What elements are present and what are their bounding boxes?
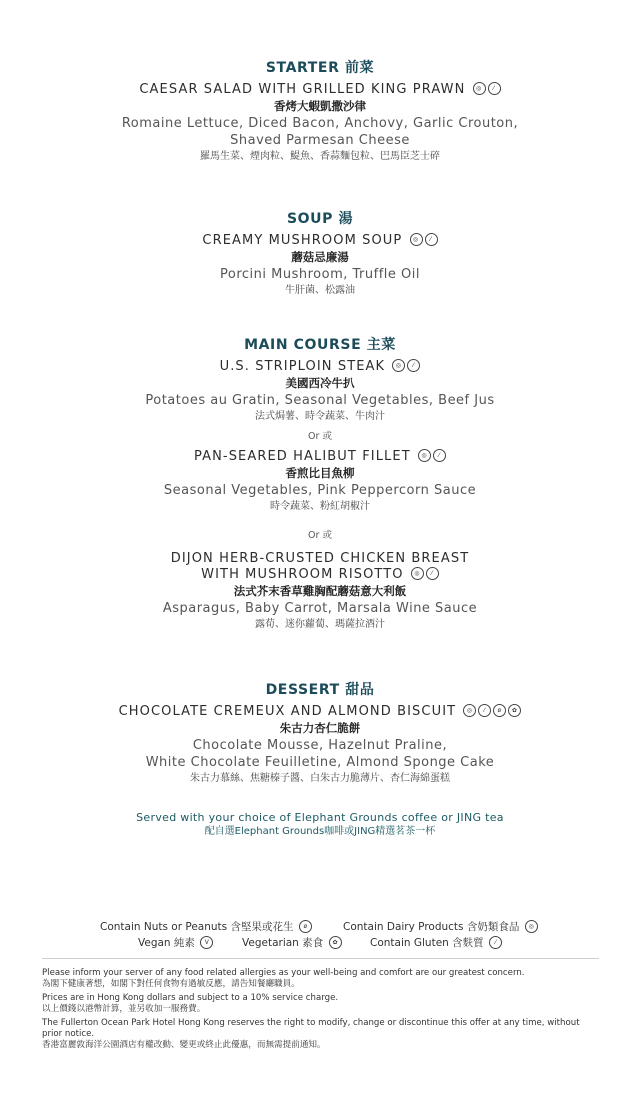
vegetarian-icon: ✿: [329, 936, 342, 949]
nuts-icon: ø: [299, 920, 312, 933]
dessert-desc-en-2: White Chocolate Feuilletine, Almond Sponge Cake: [145, 755, 495, 770]
dairy-icon: ◎: [473, 82, 486, 95]
served-with: [0, 810, 640, 839]
main-dish-2-zh: 香煎比目魚柳: [285, 466, 355, 480]
main-dish-2-en: PAN-SEARED HALIBUT FILLET: [193, 449, 411, 464]
gluten-icon: ⁄: [426, 567, 439, 580]
gluten-icon: ⁄: [433, 449, 446, 462]
or-separator-1: Or 或: [308, 431, 332, 442]
legend-vegetarian: [242, 935, 342, 950]
footnotes: [42, 968, 602, 1054]
allergy-note-zh: 為閣下健康著想，如閣下對任何食物有過敏反應，請告知餐廳職員。: [42, 979, 300, 989]
main-course-title: MAIN COURSE 主菜: [244, 337, 396, 353]
starter-section: [0, 58, 640, 164]
main-course-section: [0, 335, 640, 632]
dessert-dish-zh: 朱古力杏仁脆餅: [279, 721, 361, 735]
price-note: [42, 993, 602, 1015]
starter-desc-en-1: Romaine Lettuce, Diced Bacon, Anchovy, Garlic Crouton,: [121, 116, 519, 131]
main-dish-1-en: U.S. STRIPLOIN STEAK: [219, 359, 386, 374]
gluten-icon: ⁄: [407, 359, 420, 372]
legend-gluten: [370, 935, 502, 950]
starter-desc-en-2: Shaved Parmesan Cheese: [230, 133, 410, 148]
dessert-dish-en: CHOCOLATE CREMEUX AND ALMOND BISCUIT: [118, 704, 457, 719]
main-dish-1-name: [0, 359, 640, 375]
main-dish-3-en-2: WITH MUSHROOM RISOTTO: [201, 567, 404, 582]
main-dish-1-desc-en: Potatoes au Gratin, Seasonal Vegetables, Beef Jus: [145, 393, 495, 408]
dessert-desc-zh: 朱古力慕絲、焦糖榛子醬、白朱古力脆薄片、杏仁海綿蛋糕: [190, 773, 450, 784]
vegan-icon: V: [200, 936, 213, 949]
main-dish-3-desc-en: Asparagus, Baby Carrot, Marsala Wine Sauce: [162, 601, 478, 616]
starter-title: STARTER 前菜: [265, 60, 375, 76]
legend-vegan: [138, 935, 213, 950]
legend-vegan-label: Vegan 純素: [138, 937, 195, 949]
gluten-icon: ⁄: [489, 936, 502, 949]
soup-dish-en: CREAMY MUSHROOM SOUP: [202, 233, 403, 248]
soup-desc-zh: 牛肝菌、松露油: [285, 285, 355, 296]
soup-dish-zh: 蘑菇忌廉湯: [291, 250, 349, 264]
gluten-icon: ⁄: [425, 233, 438, 246]
starter-desc-zh: 羅馬生菜、煙肉粒、鯷魚、香蒜麵包粒、巴馬臣芝士碎: [200, 151, 440, 162]
dessert-title: DESSERT 甜品: [265, 682, 375, 698]
legend-vegetarian-label: Vegetarian 素食: [242, 937, 324, 949]
price-note-zh: 以上價錢以港幣計算，並另收加一服務費。: [42, 1004, 206, 1014]
soup-dish-name: [0, 233, 640, 249]
main-dish-3-name-1: DIJON HERB-CRUSTED CHICKEN BREAST: [170, 551, 470, 566]
allergy-note: [42, 968, 602, 990]
starter-dish-en: CAESAR SALAD WITH GRILLED KING PRAWN: [139, 82, 466, 97]
legend-gluten-label: Contain Gluten 含麩質: [370, 937, 484, 949]
dairy-icon: ◎: [418, 449, 431, 462]
main-dish-3-desc-zh: 露荀、迷你蘿蔔、瑪薩拉酒汁: [255, 619, 385, 630]
main-dish-3-zh: 法式芥末香草雞胸配蘑菇意大利飯: [233, 584, 407, 598]
main-dish-2-desc-zh: 時令蔬菜、粉紅胡椒汁: [270, 501, 370, 512]
starter-dish-zh: 香烤大蝦凱撒沙律: [274, 99, 366, 113]
main-dish-1-zh: 美國西冷牛扒: [285, 376, 355, 390]
legend-dairy: [343, 919, 538, 934]
rights-note-en: The Fullerton Ocean Park Hotel Hong Kong reserves the right to modify, change or discontinue this offer at any time, without prior notice.: [42, 1018, 580, 1039]
main-dish-2-name: [0, 449, 640, 465]
legend-dairy-label: Contain Dairy Products 含奶類食品: [343, 921, 520, 933]
rights-note: [42, 1018, 602, 1051]
dairy-icon: ◎: [410, 233, 423, 246]
soup-title: SOUP 湯: [286, 211, 354, 227]
legend-nuts: [100, 919, 312, 934]
served-with-en: Served with your choice of Elephant Grounds coffee or JING tea: [136, 811, 504, 824]
dairy-icon: ◎: [411, 567, 424, 580]
dessert-desc-en-1: Chocolate Mousse, Hazelnut Praline,: [192, 738, 448, 753]
soup-section: [0, 209, 640, 298]
vegetarian-icon: ✿: [508, 704, 521, 717]
price-note-en: Prices are in Hong Kong dollars and subject to a 10% service charge.: [42, 993, 339, 1003]
dessert-section: [0, 680, 640, 786]
or-separator-2: Or 或: [308, 530, 332, 541]
dairy-icon: ◎: [463, 704, 476, 717]
dairy-icon: ◎: [392, 359, 405, 372]
divider: [42, 958, 599, 959]
dairy-icon: ◎: [525, 920, 538, 933]
main-dish-1-desc-zh: 法式焗薯、時令蔬菜、牛肉汁: [255, 411, 385, 422]
served-with-zh: 配自選Elephant Grounds咖啡或JING精選茗茶一杯: [204, 826, 436, 837]
starter-dish-name: [0, 82, 640, 98]
allergy-note-en: Please inform your server of any food related allergies as your well-being and comfort are our greatest concern.: [42, 968, 525, 978]
main-dish-3-name: [0, 567, 640, 583]
gluten-icon: ⁄: [478, 704, 491, 717]
legend-nuts-label: Contain Nuts or Peanuts 含堅果或花生: [100, 921, 294, 933]
gluten-icon: ⁄: [488, 82, 501, 95]
rights-note-zh: 香港富麗敦海洋公園酒店有權改動、變更或終止此優惠，而無需提前通知。: [42, 1040, 326, 1050]
main-dish-2-desc-en: Seasonal Vegetables, Pink Peppercorn Sauce: [163, 483, 477, 498]
dessert-dish-name: [0, 704, 640, 720]
soup-desc-en: Porcini Mushroom, Truffle Oil: [220, 267, 420, 282]
nuts-icon: ø: [493, 704, 506, 717]
